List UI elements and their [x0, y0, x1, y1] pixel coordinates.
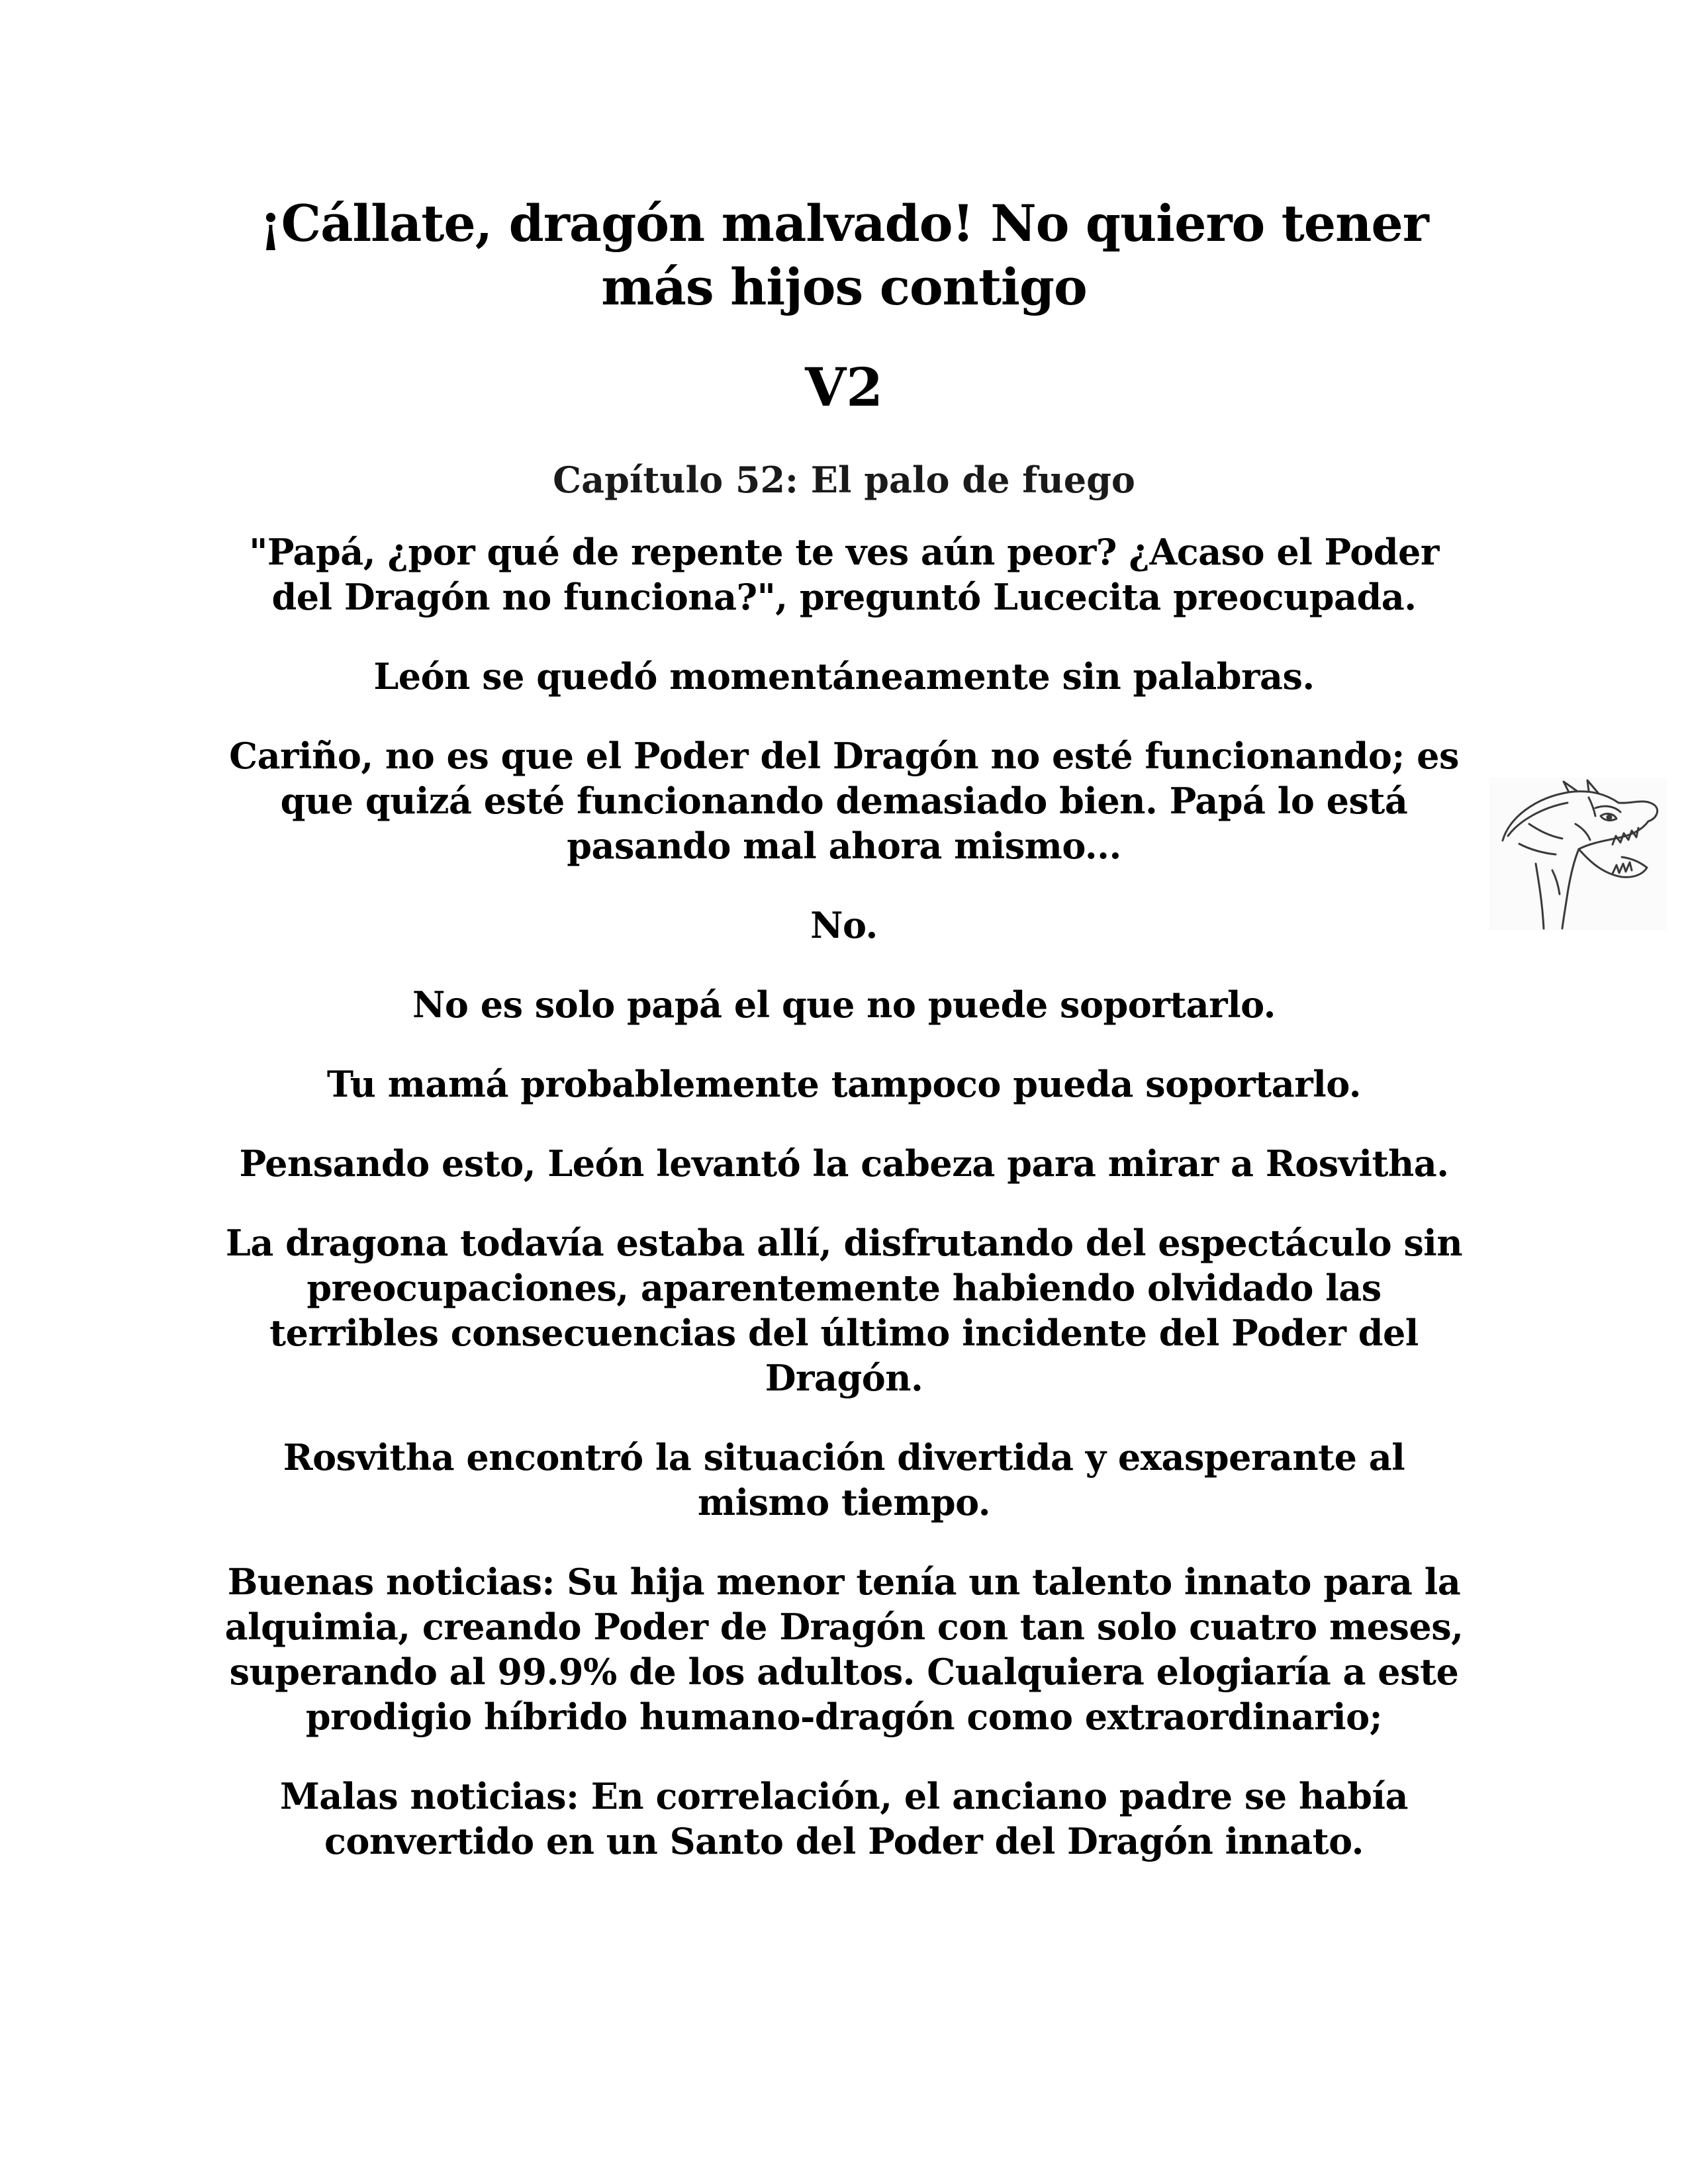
paragraph-3: Cariño, no es que el Poder del Dragón no esté funcionando; es que quizá esté funcionando demasiado bien. Papá lo está pasando mal ahora mismo... [229, 735, 1459, 867]
dragon-head-sketch-icon [1489, 778, 1667, 930]
volume-label: V2 [805, 356, 883, 418]
document-title: ¡Cállate, dragón malvado! No quiero tener más hijos contigo [259, 194, 1429, 316]
paragraph-4: No. [810, 904, 878, 946]
paragraph-11: Malas noticias: En correlación, el anciano padre se había convertido en un Santo del Poder del Dragón innato. [280, 1775, 1408, 1862]
paragraph-6: Tu mamá probablemente tampoco pueda soportarlo. [326, 1063, 1362, 1105]
paragraph-5: No es solo papá el que no puede soportarlo. [412, 983, 1276, 1026]
paragraph-1: "Papá, ¿por qué de repente te ves aún peor? ¿Acaso el Poder del Dragón no funciona?", preguntó Lucecita preocupada. [249, 531, 1439, 618]
body-text [218, 529, 1470, 1898]
paragraph-7: Pensando esto, León levantó la cabeza para mirar a Rosvitha. [239, 1142, 1449, 1185]
paragraph-2: León se quedó momentáneamente sin palabras. [373, 655, 1315, 698]
paragraph-9: Rosvitha encontró la situación divertida y exasperante al mismo tiempo. [283, 1436, 1405, 1524]
chapter-heading: Capítulo 52: El palo de fuego [553, 459, 1135, 501]
paragraph-8: La dragona todavía estaba allí, disfrutando del espectáculo sin preocupaciones, aparentemente habiendo olvidado las terribles consecuencias del último incidente del Poder del Dragón. [225, 1222, 1463, 1399]
paragraph-10: Buenas noticias: Su hija menor tenía un talento innato para la alquimia, creando Poder de Dragón con tan solo cuatro meses, superando al 99.9% de los adultos. Cualquiera elogiaría a este prodigio híbrido humano-dragón como extraordinario; [224, 1561, 1464, 1738]
